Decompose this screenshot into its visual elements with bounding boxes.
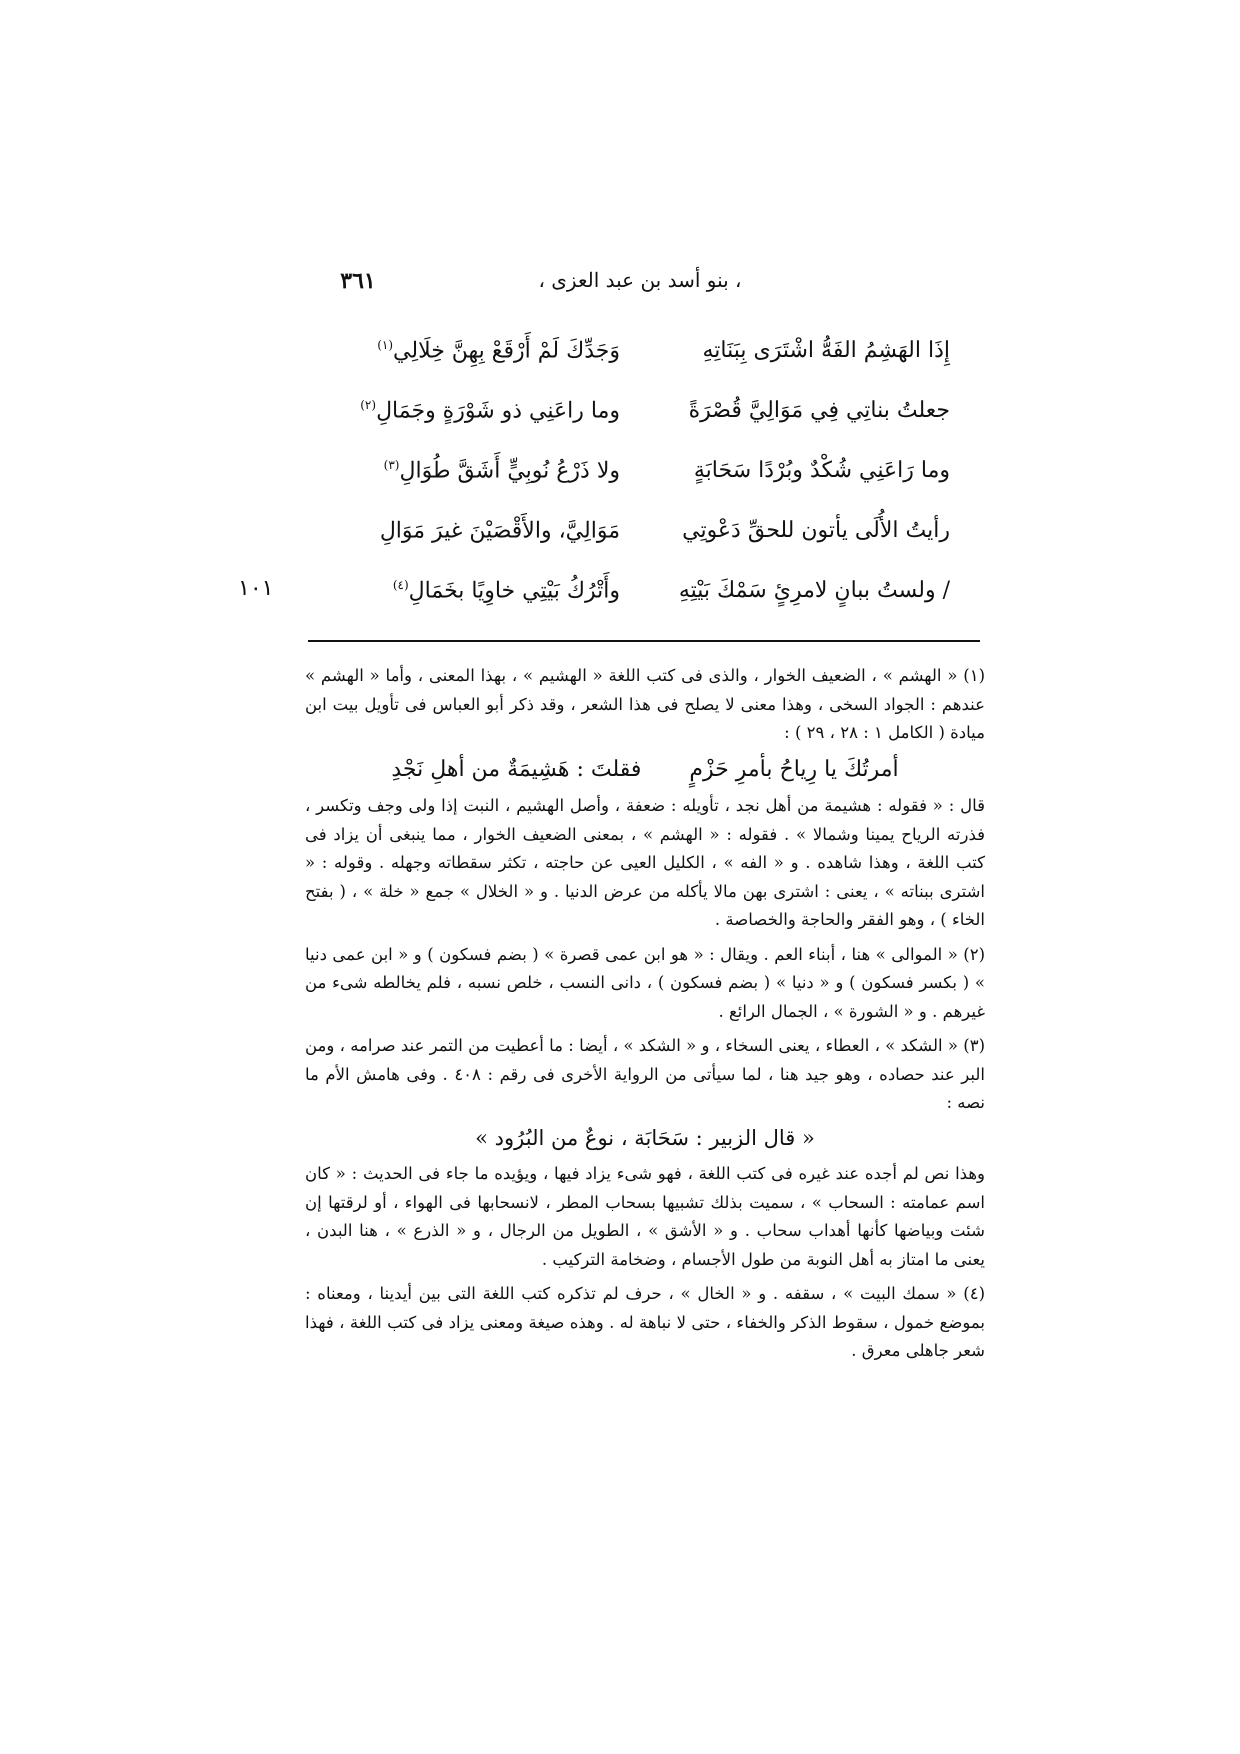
footnote-3-continued: وهذا نص لم أجده عند غيره فى كتب اللغة ، فهو شىء يزاد فيها ، ويؤيده ما جاء فى الحديث : « كان اسم عمامته : السحاب » ، سميت بذلك تشبيها بسحاب المطر ، لانسحابها فى الهواء ، أو لرقتها إن شئت وبياضها كأنها أهداب سحاب . و « الأشق » ، الطويل من الرجال ، و « الذرع » ، هنا البدن ، يعنى ما امتاز به أهل النوبة من طول الأجسام ، وضخامة التركيب . [305, 1164, 985, 1269]
cited-verse-first: أمرتُكَ يا رِياحُ بأمرِ حَزْمٍ [689, 756, 899, 782]
footnote-marker: (٢) [360, 398, 377, 412]
verse-first-hemistich: إِذَا الهَشِمُ الفَهُّ اشْتَرَى بِبَنَاتِهِ [702, 338, 950, 363]
footnote-divider [308, 640, 980, 642]
footnote-marker: (١) [377, 338, 394, 352]
verse-line [310, 510, 950, 570]
verse-line [310, 570, 950, 630]
poem [310, 330, 950, 630]
hemistich-text: وما راعَنِي ذو شَوْرَةٍ وجَمَالِ [376, 398, 620, 424]
footnote-1-continued: قال : « فقوله : هشيمة من أهل نجد ، تأويله : ضعفة ، وأصل الهشيم ، النبت إذا ولى وجف وتكسر ، فذرته الرياح يمينا وشمالا » . فقوله : « الهشم » ، بمعنى الضعيف الخوار ، مما ينبغى أن يزاد فى كتب اللغة ، وهذا شاهده . و « الفه » ، الكليل العيى عن حاجته ، تكثر سقطاته وجهله . وقوله : « اشترى ببناته » ، يعنى : اشترى بهن مالا يأكله من عرض الدنيا . و « الخلال » جمع « خلة » ، ( بفتح الخاء ) ، وهو الفقر والحاجة والخصاصة . [305, 796, 985, 929]
footnotes [305, 662, 985, 1372]
cited-quote: « قال الزبير : سَحَابَة ، نوعٌ من البُرُود » [475, 1125, 815, 1150]
verse-first-hemistich: وما رَاعَنِي شُكْدٌ وبُرْدًا سَحَابَةٍ [693, 458, 950, 483]
hemistich-text: ولا ذَرْعُ نُوبِيٍّ أَشَقَّ طُوَالِ [399, 458, 620, 484]
page-header [0, 268, 1240, 308]
cited-verse-second: فقلتَ : هَشِيمَةٌ من أهلِ نَجْدِ [391, 756, 642, 782]
verse-second-hemistich [310, 458, 620, 483]
verse-line [310, 390, 950, 450]
verse-line [310, 330, 950, 390]
footnote-4: (٤) « سمك البيت » ، سقفه . و « الخال » ، حرف لم تذكره كتب اللغة التى بين أيدينا ، ومعناه : بموضع خمول ، سقوط الذكر والخفاء ، حتى لا نباهة له . وهذه صيغة ومعنى يزاد فى كتب اللغة ، فهذا شعر جاهلى معرق . [305, 1284, 985, 1360]
verse-second-hemistich [310, 398, 620, 423]
verse-first-hemistich: جعلتُ بناتِي فِي مَوَالِيَّ قُصْرَةً [688, 398, 950, 423]
running-title: ، بنو أسد بن عبد العزى ، [538, 268, 742, 292]
verse-second-hemistich [310, 338, 620, 363]
cited-verse [305, 756, 985, 785]
footnote-2: (٢) « الموالى » هنا ، أبناء العم . ويقال : « هو ابن عمى قصرة » ( بضم فسكون ) و « ابن عمى دنيا » ( بكسر فسكون ) و « دنيا » ( بضم فسكون ) ، دانى النسب ، خلص نسبه ، فلم يخالطه شىء من غيرهم . و « الشورة » ، الجمال الرائع . [305, 944, 985, 1021]
hemistich-text: مَوَالِيَّ، والأَقْصَيْنَ غيرَ مَوَالِ [379, 518, 620, 544]
page-number: ٣٦١ [340, 268, 376, 294]
footnote-3: (٣) « الشكد » ، العطاء ، يعنى السخاء ، و « الشكد » ، أيضا : ما أعطيت من التمر عند صرامه ، ومن البر عند حصاده ، وهو جيد هنا ، لما سيأتى من الرواية الأخرى فى رقم : ٤٠٨ . وفى هامش الأم ما نصه : [305, 1036, 985, 1112]
verse-first-hemistich: رأيتُ الأُلَى يأتون للحقِّ دَعْوتِي [682, 518, 950, 543]
footnote-marker: (٤) [392, 578, 409, 592]
footnote-marker: (٣) [383, 458, 400, 472]
verse-first-hemistich: / ولستُ ببانٍ لامرِئٍ سَمْكَ بَيْتِهِ [678, 578, 950, 603]
verse-line [310, 450, 950, 510]
verse-second-hemistich [310, 578, 620, 603]
hemistich-text: وَجَدِّكَ لَمْ أَرْقَعْ بِهِنَّ خِلَالِي [393, 338, 620, 364]
verse-second-hemistich [310, 518, 620, 543]
hemistich-text: وأَتْرُكُ بَيْتِي خاوِيًا بخَمَالِ [408, 578, 620, 604]
footnote-1: (١) « الهشم » ، الضعيف الخوار ، والذى فى كتب اللغة « الهشيم » ، بهذا المعنى ، وأما « الهشم » عندهم : الجواد السخى ، وهذا معنى لا يصلح فى هذا الشعر ، وقد ذكر أبو العباس فى تأويل بيت ابن ميادة ( الكامل ١ : ٢٨ ، ٢٩ ) : [305, 666, 985, 742]
margin-number: ١٠١ [238, 576, 274, 601]
